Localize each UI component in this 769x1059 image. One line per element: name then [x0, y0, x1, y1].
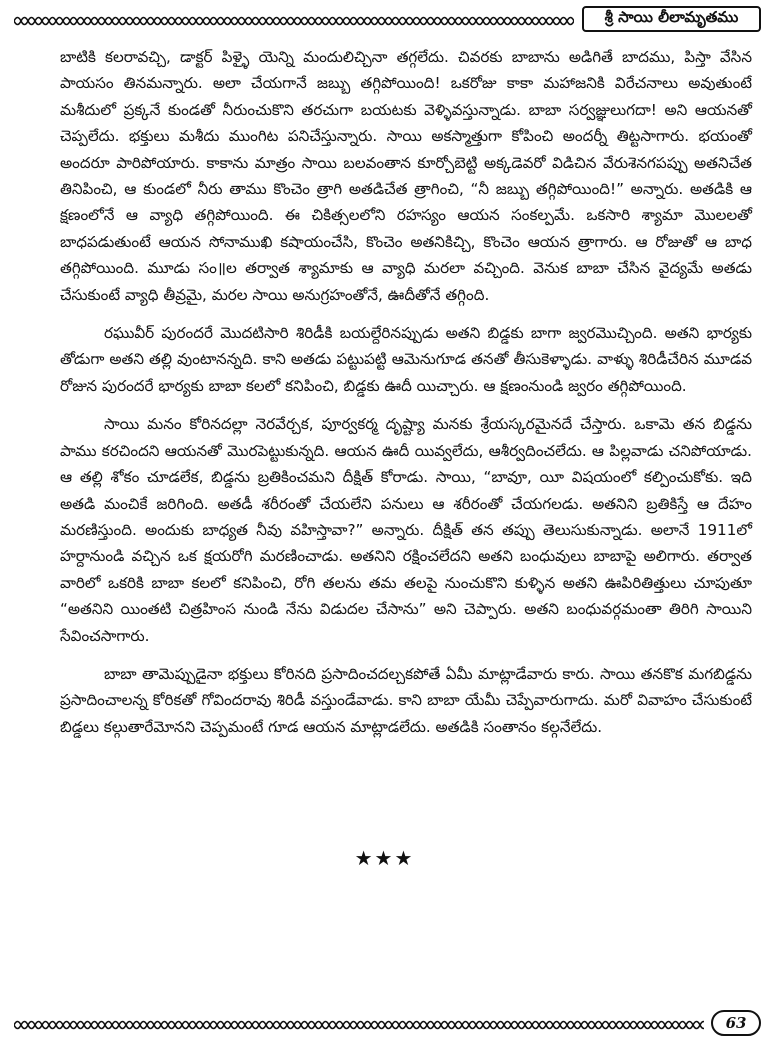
page-body	[60, 44, 752, 752]
page-number-box	[711, 1010, 761, 1036]
paragraph: రఘువీర్ పురందరే మొదటిసారి శిరిడీకి బయల్దేరినప్పుడు అతని బిడ్డకు బాగా జ్వరమొచ్చింది. అతని భార్యకు తోడుగా అతని తల్లి వుంటానన్నది. కాని అతడు పట్టుపట్టి ఆమెనుగూడ తనతో తీసుకెళ్ళాడు. వాళ్ళు శిరిడీచేరిన మూడవ రోజున పురందరే భార్యకు బాబా కలలో కనిపించి, బిడ్డకు ఊదీ యిచ్చారు. ఆ క్షణంనుండి జ్వరం తగ్గిపోయింది.	[60, 324, 752, 395]
paragraph: బాబా తామెప్పుడైనా భక్తులు కోరినది ప్రసాదించదల్చకపోతే ఏమీ మాట్లాడేవారు కారు. సాయి తనకొక మగబిడ్డను ప్రసాదించాలన్న కోరికతో గోవిందరావు శిరిడీ వస్తుండేవాడు. కాని బాబా యేమీ చెప్పేవారుగాదు. మరో వివాహం చేసుకుంటే బిడ్డలు కల్గుతారేమోనని చెప్పమంటే గూడ ఆయన మాట్లాడలేదు. అతడికి సంతానం కల్గనేలేదు.	[60, 664, 752, 736]
header-ornament-border	[14, 14, 574, 28]
paragraph: సాయి మనం కోరినదల్లా నెరవేర్చక, పూర్వకర్మ దృష్ట్యా మనకు శ్రేయస్కరమైనదే చేస్తారు. ఒకామె తన బిడ్డను పాము కరచిందని ఆయనతో మొరపెట్టుకున్నది. ఆయన ఊదీ యివ్వలేదు, ఆశీర్వదించలేదు. ఆ పిల్లవాడు చనిపోయాడు. ఆ తల్లి శోకం చూడలేక, బిడ్డను బ్రతికించమని దీక్షిత్ కోరాడు. సాయి, “బావూ, యీ విషయంలో కల్పించుకోకు. ఇది అతడి మంచికే జరిగింది. అతడీ శరీరంతో చేయలేని పనులు ఆ శరీరంతో చేయగలడు. అతనిని బ్రతికిస్తే ఆ దేహం మరణిస్తుంది. అందుకు బాధ్యత నీవు వహిస్తావా?” అన్నారు. దీక్షిత్ తన తప్పు తెలుసుకున్నాడు. అలానే 1911లో హర్దానుండి వచ్చిన ఒక క్షయరోగి మరణించాడు. అతనిని రక్షించలేదని అతని బంధువులు బాబాపై అలిగారు. తర్వాత వారిలో ఒకరికి బాబా కలలో కనిపించి, రోగి తలను తమ తలపై నుంచుకొని కుళ్ళిన అతని ఊపిరితిత్తులు చూపుతూ “అతనిని యింతటి చిత్రహింస నుండి నేను విడుదల చేసాను” అని చెప్పారు. అతని బంధువర్గమంతా తిరిగి సాయిని సేవించసాగారు.	[60, 415, 752, 645]
book-title: శ్రీ సాయి లీలామృతము	[604, 8, 739, 26]
footer-ornament-border	[14, 1018, 704, 1032]
page-number: 63	[725, 1014, 747, 1032]
page-footer	[14, 1010, 763, 1040]
book-title-box	[582, 6, 761, 32]
page-header	[14, 6, 763, 34]
paragraph: బాటికి కలరావచ్చి, డాక్టర్ పిళ్ళై యెన్ని మందులిచ్చినా తగ్గలేదు. చివరకు బాబాను అడిగితే బాదము, పిస్తా వేసిన పాయసం తినమన్నారు. అలా చేయగానే జబ్బు తగ్గిపోయింది! ఒకరోజు కాకా మహాజనికి విరేచనాలు అవుతుంటే మశీదులో ప్రక్కనే కుండతో నీరుంచుకొని తరచుగా బయటకు వెళ్ళివస్తున్నాడు. బాబా సర్వజ్ఞులుగదా! అని ఆయనతో చెప్పలేదు. భక్తులు మశీదు ముంగిట పనిచేస్తున్నారు. సాయి అకస్మాత్తుగా కోపించి అందర్నీ తిట్టసాగారు. భయంతో అందరూ పారిపోయారు. కాకాను మాత్రం సాయి బలవంతాన కూర్చోబెట్టి అక్కడెవరో విడిచిన వేరుశెనగపప్పు అతనిచేత తినిపించి, ఆ కుండలో నీరు తాము కొంచెం త్రాగి అతడిచేత త్రాగించి, “నీ జబ్బు తగ్గిపోయింది!” అన్నారు. అతడికి ఆ క్షణంలోనే ఆ వ్యాధి తగ్గిపోయింది. ఈ చికిత్సలలోని రహస్యం ఆయన సంకల్పమే. ఒకసారి శ్యామా మొలలతో బాధపడుతుంటే ఆయన సోనాముఖి కషాయంచేసి, కొంచెం అతనికిచ్చి, కొంచెం ఆయన త్రాగారు. ఆ రోజుతో ఆ బాధ తగ్గిపోయింది. మూడు సం॥ల తర్వాత శ్యామాకు ఆ వ్యాధి మరలా వచ్చింది. వెనుక బాబా చేసిన వైద్యమే అతడు చేసుకుంటే వ్యాధి తీవ్రమై, మరల సాయి అనుగ్రహంతోనే, ఊదీతోనే తగ్గింది.	[60, 48, 752, 304]
section-separator: ★★★	[354, 846, 415, 870]
